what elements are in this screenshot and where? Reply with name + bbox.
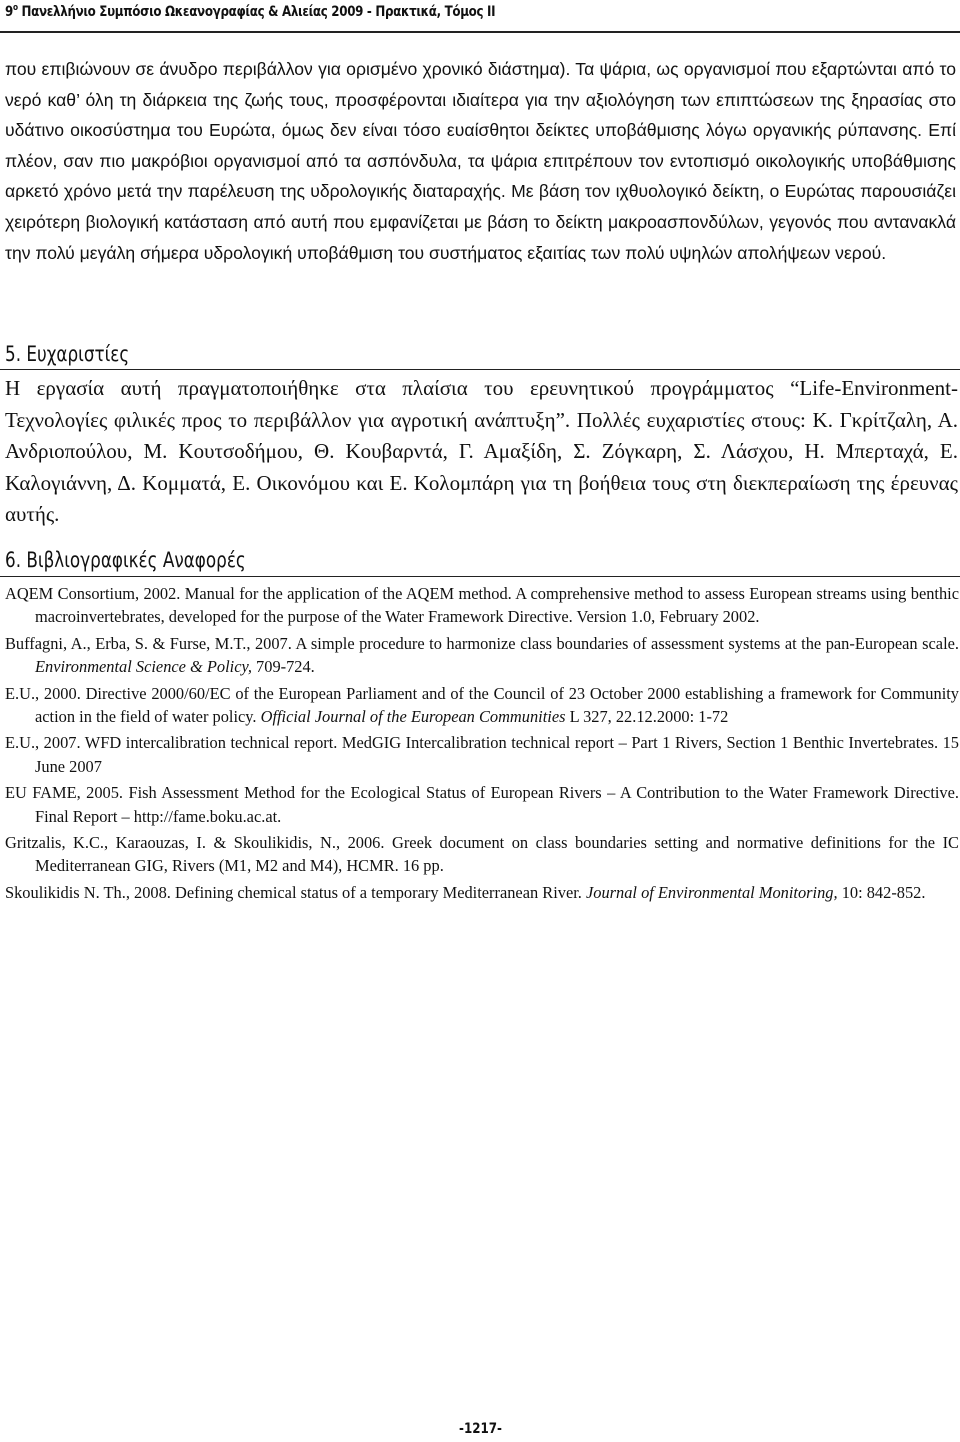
header-title: Πανελλήνιο Συμπόσιο Ωκεανογραφίας & Αλιείας 2009 - Πρακτικά, Τόμος ΙΙ [17,3,496,20]
section-rule-acknowledgements [0,369,960,370]
reference-list [5,582,959,907]
header-ordinal-suffix: ο [12,3,18,13]
reference-item: EU FAME, 2005. Fish Assessment Method for the Ecological Status of European Rivers – A Contribution to the Water Framework Directive. Final Report – http://fame.boku.ac.at. [5,783,959,826]
section-rule-references [0,576,960,577]
reference-item: Skoulikidis N. Th., 2008. Defining chemical status of a temporary Mediterranean River. Journal of Environmental Monitoring, 10: 842-852. [5,882,926,902]
reference-item: Gritzalis, K.C., Karaouzas, I. & Skoulikidis, N., 2006. Greek document on class boundaries setting and normative definitions for the IC Mediterranean GIG, Rivers (M1, M2 and M4), HCMR. 16 pp. [5,833,959,876]
header-rule [0,31,960,33]
running-header [5,3,768,20]
reference-item: Buffagni, A., Erba, S. & Furse, M.T., 2007. A simple procedure to harmonize class boundaries of assessment systems at the pan-European scale. Environmental Science & Policy, 709-724. [5,633,959,677]
acknowledgements-paragraph: Η εργασία αυτή πραγματοποιήθηκε στα πλαίσια του ερευνητικού προγράμματος “Life-Environment- Τεχνολογίες φιλικές προς το περιβάλλον για αγροτική ανάπτυξη”. Πολλές ευχαριστίες στους: Κ. Γκρίτζαλη, Α. Ανδριοπούλου, Μ. Κουτσοδήμου, Θ. Κουβαρντά, Γ. Αμαξίδη, Σ. Ζόγκαρη, Σ. Λάσχου, Η. Μπερταχά, Ε. Καλογιάννη, Δ. Κομματά, Ε. Οικονόμου και Ε. Κολομπάρη για τη βοήθεια τους στη διεκπεραίωση της έρευνας αυτής. [5,376,958,526]
page-number: -1217- [459,1421,503,1437]
section-heading-references: 6. Βιβλιογραφικές Αναφορές [5,548,246,572]
section-heading-acknowledgements: 5. Ευχαριστίες [5,342,130,366]
reference-item: AQEM Consortium, 2002. Manual for the application of the AQEM method. A comprehensive method to assess European streams using benthic macroinvertebrates, developed for the purpose of the Water Framework Directive. Version 1.0, February 2002. [5,584,959,627]
reference-item: E.U., 2000. Directive 2000/60/EC of the European Parliament and of the Council of 23 October 2000 establishing a framework for Community action in the field of water policy. Official Journal of the European Communities L 327, 22.12.2000: 1-72 [5,683,959,727]
header-volume-number: 9 [5,3,13,20]
body-paragraph: που επιβιώνουν σε άνυδρο περιβάλλον για ορισμένο χρονικό διάστημα). Τα ψάρια, ως οργανισμοί που εξαρτώνται από το νερό καθ’ όλη τη διάρκεια της ζωής τους, προσφέρονται ιδιαίτερα για την αξιολόγηση των επιπτώσεων της ξηρασίας στο υδάτινο οικοσύστημα του Ευρώτα, όμως δεν είναι τόσο ευαίσθητοι δείκτες υποβάθμισης λόγω οργανικής ρύπανσης. Επί πλέον, σαν πιο μακρόβιοι οργανισμοί από τα ασπόνδυλα, τα ψάρια επιτρέπουν τον εντοπισμό οικολογικής υποβάθμισης αρκετό χρόνο μετά την παρέλευση της υδρολογικής διαταραχής. Με βάση τον ιχθυολογικό δείκτη, ο Ευρώτας παρουσιάζει χειρότερη βιολογική κατάσταση από αυτή που εμφανίζεται με βάση το δείκτη μακροασπονδύλων, γεγονός που αντανακλά την πολύ μεγάλη σήμερα υδρολογική υποβάθμιση του συστήματος εξαιτίας των πολύ υψηλών απολήψεων νερού. [5,59,956,263]
reference-item: E.U., 2007. WFD intercalibration technical report. MedGIG Intercalibration technical report – Part 1 Rivers, Section 1 Benthic Invertebrates. 15 June 2007 [5,733,959,776]
